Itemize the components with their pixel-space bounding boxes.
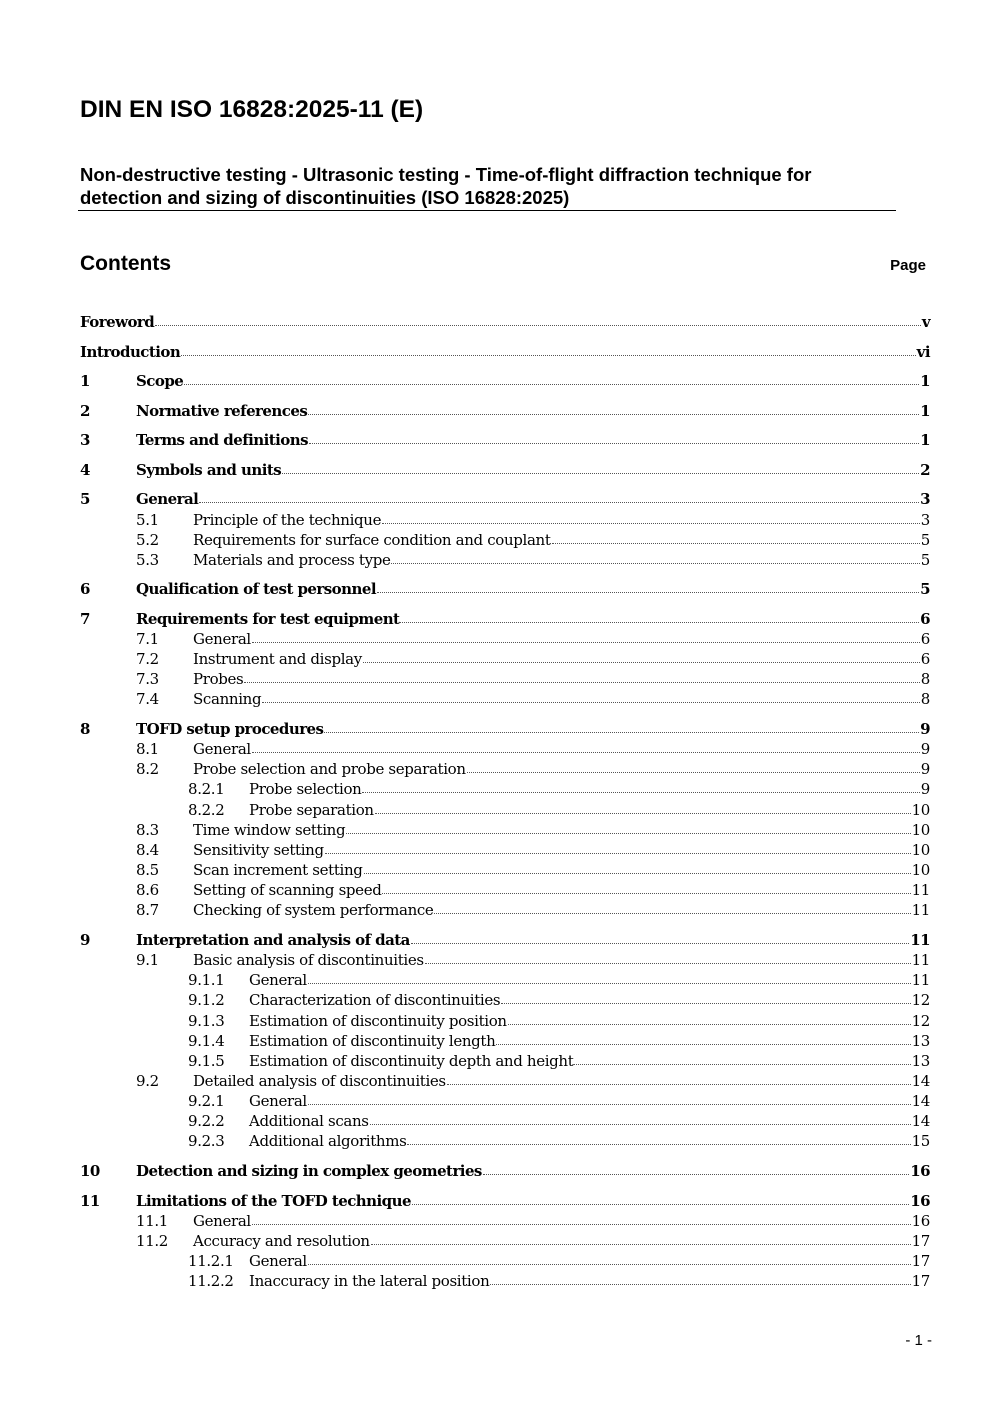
toc-entry-number: 8.1 xyxy=(136,740,159,759)
toc-entry-title: Additional algorithms xyxy=(249,1132,407,1151)
toc-entry-page: 10 xyxy=(911,840,930,859)
toc-dot-leader xyxy=(363,662,920,663)
toc-dot-leader xyxy=(324,732,919,733)
toc-entry[interactable] xyxy=(80,756,930,778)
toc-dot-leader xyxy=(308,414,919,415)
toc-entry-title: Setting of scanning speed xyxy=(193,881,382,900)
toc-entry-number: 7.2 xyxy=(136,650,159,669)
toc-dot-leader xyxy=(407,1144,910,1145)
toc-entry-number: 6 xyxy=(80,580,90,599)
toc-entry-title: Scanning xyxy=(193,690,262,709)
toc-entry-title: Qualification of test personnel xyxy=(136,580,376,599)
toc-entry-title: Materials and process type xyxy=(193,550,391,569)
toc-entry[interactable] xyxy=(80,666,930,688)
toc-entry-page: 2 xyxy=(920,460,930,479)
toc-entry-title: Symbols and units xyxy=(136,460,282,479)
toc-entry-title: General xyxy=(193,1211,251,1230)
toc-entry-page: 9 xyxy=(920,760,930,779)
toc-entry[interactable] xyxy=(80,837,930,859)
toc-entry-number: 3 xyxy=(80,431,90,450)
toc-entry-title: Interpretation and analysis of data xyxy=(136,930,410,949)
toc-entry[interactable] xyxy=(80,457,930,479)
toc-entry-number: 4 xyxy=(80,460,90,479)
toc-entry-page: 15 xyxy=(911,1132,930,1151)
toc-entry-title: Limitations of the TOFD technique xyxy=(136,1191,411,1210)
toc-entry[interactable] xyxy=(80,547,930,569)
toc-entry-number: 9.2.3 xyxy=(188,1132,225,1151)
toc-entry[interactable] xyxy=(80,967,930,989)
toc-entry-title: Introduction xyxy=(80,342,181,361)
toc-entry[interactable] xyxy=(80,1068,930,1090)
toc-dot-leader xyxy=(411,943,909,944)
toc-entry[interactable] xyxy=(80,646,930,668)
toc-entry-title: Detection and sizing in complex geometries xyxy=(136,1161,482,1180)
toc-dot-leader xyxy=(377,592,919,593)
toc-entry-number: 9.2.2 xyxy=(188,1112,225,1131)
toc-entry-title: Probes xyxy=(193,670,244,689)
toc-dot-leader xyxy=(362,792,919,793)
toc-entry-number: 5 xyxy=(80,490,90,509)
toc-entry-page: 11 xyxy=(910,930,930,949)
toc-entry-title: Detailed analysis of discontinuities xyxy=(193,1071,446,1090)
toc-entry-title: Sensitivity setting xyxy=(193,840,324,859)
toc-entry-number: 8.2.2 xyxy=(188,800,225,819)
toc-entry-title: General xyxy=(193,630,251,648)
toc-entry[interactable] xyxy=(80,1008,930,1030)
toc-entry[interactable] xyxy=(80,1028,930,1050)
toc-entry-page: 9 xyxy=(920,780,930,799)
toc-entry[interactable] xyxy=(80,817,930,839)
toc-entry[interactable] xyxy=(80,987,930,1009)
toc-entry-page: 14 xyxy=(911,1112,930,1131)
toc-dot-leader xyxy=(252,642,920,643)
toc-entry-page: 8 xyxy=(920,690,930,709)
toc-entry-number: 9.1.4 xyxy=(188,1031,225,1050)
toc-entry-number: 8.7 xyxy=(136,901,159,920)
toc-entry-page: 6 xyxy=(920,630,930,648)
toc-entry-page: 16 xyxy=(911,1211,930,1230)
toc-dot-leader xyxy=(370,1124,911,1125)
toc-dot-leader xyxy=(400,622,919,623)
toc-entry-title: Characterization of discontinuities xyxy=(249,991,501,1010)
toc-dot-leader xyxy=(325,853,911,854)
toc-entry-title: Basic analysis of discontinuities xyxy=(193,951,424,969)
toc-dot-leader xyxy=(391,563,919,564)
toc-entry-number: 8.3 xyxy=(136,820,159,839)
toc-entry-title: Probe separation xyxy=(249,800,374,819)
page-column-heading: Page xyxy=(890,257,926,274)
toc-entry-number: 7.4 xyxy=(136,690,159,709)
toc-entry[interactable] xyxy=(80,576,930,598)
toc-entry[interactable] xyxy=(80,1228,930,1250)
toc-entry[interactable] xyxy=(80,309,930,331)
toc-entry-number: 9.1.5 xyxy=(188,1051,225,1070)
toc-entry-number: 7.3 xyxy=(136,670,159,689)
toc-entry-title: General xyxy=(249,971,307,990)
toc-dot-leader xyxy=(184,384,919,385)
toc-entry-number: 9.2 xyxy=(136,1071,159,1090)
toc-entry-page: 11 xyxy=(911,901,930,920)
page-number: - 1 - xyxy=(905,1332,932,1349)
toc-dot-leader xyxy=(309,443,919,444)
toc-dot-leader xyxy=(308,1104,911,1105)
toc-entry-number: 11.2.1 xyxy=(188,1251,234,1270)
toc-entry-number: 11.1 xyxy=(136,1211,168,1230)
toc-entry-page: 5 xyxy=(920,550,930,569)
toc-entry-page: 10 xyxy=(911,820,930,839)
toc-entry-number: 7 xyxy=(80,609,90,628)
toc-entry-page: 3 xyxy=(920,490,930,509)
toc-dot-leader xyxy=(552,543,920,544)
toc-entry-title: Probe selection and probe separation xyxy=(193,760,466,779)
toc-dot-leader xyxy=(282,473,919,474)
toc-entry-page: 11 xyxy=(911,951,930,969)
toc-entry-number: 9.2.1 xyxy=(188,1092,225,1111)
toc-entry-page: 9 xyxy=(920,740,930,759)
toc-entry-number: 9.1.3 xyxy=(188,1011,225,1030)
toc-entry-page: v xyxy=(921,313,930,331)
toc-dot-leader xyxy=(346,833,910,834)
document-title: DIN EN ISO 16828:2025-11 (E) xyxy=(80,96,424,123)
toc-entry-page: 11 xyxy=(911,881,930,900)
toc-entry-number: 8.2.1 xyxy=(188,780,225,799)
toc-dot-leader xyxy=(199,502,919,503)
toc-entry-page: 12 xyxy=(911,991,930,1010)
toc-entry-title: TOFD setup procedures xyxy=(136,720,324,738)
toc-entry-title: Principle of the technique xyxy=(193,510,382,529)
toc-entry[interactable] xyxy=(80,606,930,628)
toc-entry-title: Probe selection xyxy=(249,780,362,799)
toc-entry-title: Estimation of discontinuity depth and height xyxy=(249,1051,574,1070)
toc-entry-number: 2 xyxy=(80,401,90,420)
toc-dot-leader xyxy=(364,873,911,874)
toc-entry[interactable] xyxy=(80,877,930,899)
toc-dot-leader xyxy=(501,1003,910,1004)
toc-entry[interactable] xyxy=(80,776,930,798)
toc-entry[interactable] xyxy=(80,686,930,708)
toc-entry-page: 1 xyxy=(920,372,930,391)
toc-entry[interactable] xyxy=(80,527,930,549)
toc-entry-title: Requirements for test equipment xyxy=(136,609,400,628)
toc-dot-leader xyxy=(244,682,919,683)
toc-entry-page: 6 xyxy=(920,609,930,628)
toc-entry-title: Estimation of discontinuity length xyxy=(249,1031,496,1050)
toc-dot-leader xyxy=(308,1264,911,1265)
toc-entry-number: 7.1 xyxy=(136,630,159,648)
toc-dot-leader xyxy=(425,963,911,964)
toc-entry-number: 11.2 xyxy=(136,1231,168,1250)
toc-entry-number: 9.1.2 xyxy=(188,991,225,1010)
toc-entry[interactable] xyxy=(80,368,930,390)
toc-entry[interactable] xyxy=(80,1248,930,1270)
toc-entry-page: 17 xyxy=(911,1272,930,1291)
toc-entry-title: Terms and definitions xyxy=(136,431,308,450)
toc-entry[interactable] xyxy=(80,1268,930,1290)
toc-dot-leader xyxy=(382,893,910,894)
toc-entry-number: 5.2 xyxy=(136,530,159,549)
toc-entry-title: Checking of system performance xyxy=(193,901,434,920)
toc-entry-number: 11 xyxy=(80,1191,100,1210)
toc-entry-page: 5 xyxy=(920,580,930,599)
toc-entry[interactable] xyxy=(80,339,930,361)
toc-entry-page: 6 xyxy=(920,650,930,669)
toc-entry-page: 16 xyxy=(910,1161,930,1180)
toc-entry-page: 17 xyxy=(911,1231,930,1250)
toc-entry-page: 16 xyxy=(910,1191,930,1210)
toc-entry-title: General xyxy=(136,490,199,509)
document-subtitle: Non-destructive testing - Ultrasonic testing - Time-of-flight diffraction technique for detection and sizing of discontinuities (ISO 16828:2025) xyxy=(80,164,812,208)
toc-entry-page: 3 xyxy=(920,510,930,529)
toc-dot-leader xyxy=(483,1174,909,1175)
toc-dot-leader xyxy=(252,1224,911,1225)
toc-entry-number: 9.1.1 xyxy=(188,971,225,990)
toc-entry-number: 8 xyxy=(80,720,90,738)
toc-entry-number: 8.5 xyxy=(136,861,159,879)
toc-entry-page: 9 xyxy=(920,720,930,738)
toc-entry-title: Accuracy and resolution xyxy=(193,1231,370,1250)
toc-entry[interactable] xyxy=(80,1208,930,1230)
toc-dot-leader xyxy=(467,772,920,773)
toc-dot-leader xyxy=(412,1204,909,1205)
toc-entry[interactable] xyxy=(80,427,930,449)
toc-entry-page: 10 xyxy=(911,800,930,819)
toc-entry-number: 11.2.2 xyxy=(188,1272,234,1291)
toc-dot-leader xyxy=(371,1244,911,1245)
toc-entry-title: Foreword xyxy=(80,313,155,331)
toc-entry-page: vi xyxy=(916,342,930,361)
toc-dot-leader xyxy=(308,983,911,984)
contents-heading: Contents xyxy=(80,252,171,275)
toc-entry[interactable] xyxy=(80,626,930,648)
toc-entry-page: 12 xyxy=(911,1011,930,1030)
toc-dot-leader xyxy=(375,813,911,814)
toc-entry-page: 10 xyxy=(911,861,930,879)
toc-dot-leader xyxy=(262,702,920,703)
toc-entry[interactable] xyxy=(80,736,930,758)
toc-entry[interactable] xyxy=(80,947,930,969)
toc-entry-number: 5.3 xyxy=(136,550,159,569)
toc-entry-title: Scan increment setting xyxy=(193,861,363,879)
toc-entry-title: Additional scans xyxy=(249,1112,369,1131)
toc-entry[interactable] xyxy=(80,797,930,819)
toc-entry-title: Estimation of discontinuity position xyxy=(249,1011,507,1030)
toc-entry[interactable] xyxy=(80,716,930,738)
toc-entry[interactable] xyxy=(80,1108,930,1130)
toc-entry[interactable] xyxy=(80,507,930,529)
toc-entry-title: General xyxy=(249,1092,307,1111)
toc-entry-title: Scope xyxy=(136,372,184,391)
toc-entry-title: Requirements for surface condition and couplant xyxy=(193,530,551,549)
toc-entry-page: 11 xyxy=(911,971,930,990)
toc-entry[interactable] xyxy=(80,1088,930,1110)
toc-entry-number: 5.1 xyxy=(136,510,159,529)
toc-dot-leader xyxy=(252,752,920,753)
toc-entry-page: 1 xyxy=(920,431,930,450)
subtitle-underline xyxy=(78,210,896,211)
toc-entry[interactable] xyxy=(80,486,930,508)
toc-entry-page: 14 xyxy=(911,1071,930,1090)
toc-entry-number: 9 xyxy=(80,930,90,949)
toc-entry-title: General xyxy=(249,1251,307,1270)
toc-entry[interactable] xyxy=(80,897,930,919)
toc-entry-number: 8.4 xyxy=(136,840,159,859)
toc-entry-title: General xyxy=(193,740,251,759)
toc-dot-leader xyxy=(434,913,910,914)
toc-entry[interactable] xyxy=(80,1188,930,1210)
toc-entry[interactable] xyxy=(80,1158,930,1180)
toc-dot-leader xyxy=(447,1084,911,1085)
toc-entry[interactable] xyxy=(80,927,930,949)
toc-entry-title: Normative references xyxy=(136,401,308,420)
toc-dot-leader xyxy=(382,523,920,524)
toc-entry-page: 17 xyxy=(911,1251,930,1270)
toc-entry-number: 8.2 xyxy=(136,760,159,779)
toc-entry-page: 5 xyxy=(920,530,930,549)
toc-dot-leader xyxy=(574,1064,910,1065)
toc-entry-number: 10 xyxy=(80,1161,100,1180)
toc-entry-page: 1 xyxy=(920,401,930,420)
toc-entry-number: 1 xyxy=(80,372,90,391)
toc-dot-leader xyxy=(508,1024,911,1025)
toc-entry-number: 8.6 xyxy=(136,881,159,900)
toc-entry-page: 14 xyxy=(911,1092,930,1111)
toc-dot-leader xyxy=(155,325,921,326)
toc-dot-leader xyxy=(490,1284,910,1285)
toc-entry[interactable] xyxy=(80,1048,930,1070)
toc-entry-number: 9.1 xyxy=(136,951,159,969)
toc-dot-leader xyxy=(496,1044,910,1045)
toc-entry[interactable] xyxy=(80,1128,930,1150)
toc-entry-page: 13 xyxy=(911,1031,930,1050)
toc-entry[interactable] xyxy=(80,398,930,420)
toc-entry-page: 8 xyxy=(920,670,930,689)
toc-entry-title: Time window setting xyxy=(193,820,346,839)
toc-entry-page: 13 xyxy=(911,1051,930,1070)
toc-entry[interactable] xyxy=(80,857,930,879)
toc-entry-title: Inaccuracy in the lateral position xyxy=(249,1272,490,1291)
toc-entry-title: Instrument and display xyxy=(193,650,362,669)
toc-dot-leader xyxy=(181,355,915,356)
